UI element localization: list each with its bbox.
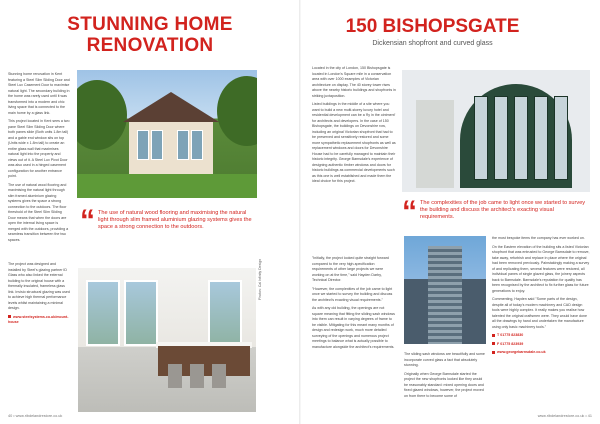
quote-mark-icon: “ bbox=[402, 195, 417, 228]
quote-mark-icon: “ bbox=[80, 204, 95, 237]
paragraph: Stunning home renovation in Kent featuring a Steel Slim Sliding Door and Steel Lux Casement Door to maximise natural light. The secondary building in the home was rarely used until it was transformed into a modern and chic living space that is connected to the main home by a glass link. bbox=[8, 72, 70, 115]
headline-line-1: STUNNING HOME bbox=[67, 14, 233, 35]
website-link[interactable]: www.steelsystems.co.uk/mount-house bbox=[8, 314, 69, 324]
paragraph: the most bespoke items the company has ever worked on. bbox=[492, 236, 585, 240]
pull-quote: The complexities of the job came to light once we started to survey the building and discuss the architect's exacting visual requirements. bbox=[420, 200, 586, 220]
phone-number[interactable]: 01775 823830 bbox=[500, 333, 524, 337]
right-column-1 bbox=[312, 66, 396, 188]
bullet-icon bbox=[492, 334, 495, 337]
fax-number[interactable]: 01775 823939 bbox=[500, 341, 524, 346]
right-footer: www.ribdelandrestore.co.uk • 41 bbox=[537, 414, 592, 418]
paragraph: "However, the complexities of the job came to light once we started to survey the building and discuss the architect's exacting visual requirements." bbox=[312, 286, 393, 302]
paragraph: "Initially, the project looked quite straight forward compared to the very high-specification requirements of other large projects we were working on at the time," said Hayden Darby, Technical Director. bbox=[312, 256, 389, 282]
paragraph: The use of natural wood flooring and maximising the natural light through slim framed aluminium glazing systems gives the space a strong connection to the outdoors. The floor threshold of the Steel Slim Sliding Door means that when the doors are open the internal living space is merged with the outdoors, providing a seamless transition between the two spaces. bbox=[8, 182, 69, 242]
paragraph: Originally when George Barnsdale started the project the new shopfronts looked like they would be reasonably standard: mixed opening doors and fixed glazed windows, however, the project moved on from there to become some of bbox=[404, 371, 484, 398]
bullet-icon bbox=[492, 342, 495, 345]
photo-credit: Photos: Cal Infinity Design bbox=[258, 258, 262, 300]
tower-photo bbox=[404, 236, 486, 344]
right-column-3: the most bespoke items the company has ever worked on. On the Eastern elevation of the building sits a listed Victorian shopfront that was entrusted to George Barnsdale to remove, take away, refurbish and replace in place where the original had been removed previously. Painstakingly making a survey of and replicating them, several features were restored, all individual panes of single glazed glass, the joinery aspects back to Barnsdale. Barnsdale's reputation for quality has been recognised by the architect to fix further glass for future generations to enjoy. Commenting, Hayden said "Some parts of the design, despite all of today's modern machinery and CAD design tools were highly complex. It really makes you realise how talented the original craftsmen were. They would have done all the drawings by hand and undertaken the manufacture using only basic machinery tools." T 01775 823830 F 01775 823939 www.georgebarnsdale.co.uk bbox=[492, 236, 590, 354]
paragraph: This project located in Kent sees a two pane Steel Slim Sliding Door where both panes slide (Both units 1.8m tall) and a gable end window sits on top (Units wide x 1.8m tall) to create an entire glass wall that maximises natural light into the property and views out of it. A Steel Lux Pivot Door was also used in a hinged casement configuration for another entrance point. bbox=[8, 119, 70, 178]
paragraph: Commenting, Hayden said "Some parts of the design, despite all of today's modern machinery and CAD design tools were highly complex. It really makes you realise how talented the original craftsmen were. They would have done all the drawings by hand and undertaken the manufacture using only basic machinery tools." bbox=[492, 297, 588, 329]
pull-quote: The use of natural wood flooring and maximising the natural light through slim framed aluminium glazing systems gives the space a strong connection to the outdoors. bbox=[98, 210, 252, 230]
headline-line-2: RENOVATION bbox=[86, 35, 214, 56]
right-headline: 150 BISHOPSGATE bbox=[345, 16, 520, 37]
paragraph: The project was designed and installed by Steel's glazing partner ID Glass who also linked the external building to the original house with a thermally insulated, frameless glass link. Invisio structural glazing was used to achieve high thermal performance levels whilst maintaining a minimal design. bbox=[8, 262, 70, 310]
paragraph: As with any old building, the openings are not square meaning that fitting the sliding sash windows into them can result in varying degrees of frame to be visible. Mitigating for this meant many months of design and redesign work, much more detailed surveying of the openings and numerous project meetings to balance what is actually possible to manufacture alongside the architect's requirements. bbox=[312, 306, 395, 349]
paragraph: The sliding sash windows are beautifully and some incorporate curved glass a fact that absolutely stunning. bbox=[404, 352, 485, 367]
paragraph: Listed buildings in the middle of a site where you want to build a new multi-storey luxury hotel and residential development can be a 'fly in the ointment' for architects and developers. In the case of 150 Bishopsgate, the buildings on Devonshire row, including an original Victorian shopfront that had to be preserved and sensitively restored and some more sympathetic replacement shopfronts as well as replacement windows and doors for Devonshire House had to be carefully managed to maintain their historic integrity. George Barnsdale's experience of designing authentic timber windows and doors for historic buildings as commercial developments such as this one is well established and made them the ideal choice for this project. bbox=[312, 102, 396, 183]
left-footer: 40 • www.ribdelandrestore.co.uk bbox=[8, 414, 63, 418]
right-subheadline: Dickensian shopfront and curved glass bbox=[372, 40, 493, 47]
right-column-4 bbox=[404, 352, 486, 402]
right-column-2 bbox=[312, 256, 396, 353]
website-link[interactable]: www.georgebarnsdale.co.uk bbox=[497, 350, 546, 354]
bullet-icon bbox=[492, 351, 495, 354]
paragraph: On the Eastern elevation of the building sits a listed Victorian shopfront that was entrusted to George Barnsdale to remove, take away, refurbish and replace in place where the original had been removed previously. Painstakingly making a survey of and replicating them, several features were restored, all individual panes of single glazed glass, the joinery aspects back to Barnsdale. Barnsdale's reputation for quality has been recognised by the architect to fix further glass for future generations to enjoy. bbox=[492, 244, 590, 293]
paragraph: Located in the city of London, 150 Bishopsgate is located in London's Square mile in a conservation area with over 1000 examples of Victorian architecture on display. The 40 storey tower rises above the nearby historic buildings and shopfronts in striking juxtaposition. bbox=[312, 66, 396, 98]
shopfront-photo bbox=[402, 70, 590, 192]
